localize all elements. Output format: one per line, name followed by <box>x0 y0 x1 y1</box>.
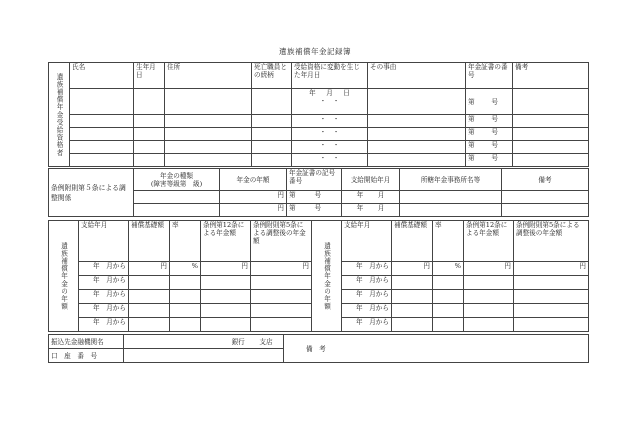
recipient-row: ・ ・ 第 号 <box>49 115 589 128</box>
adjust-header-remarks: 備考 <box>502 169 589 191</box>
bank-label: 振込先金融機関名 <box>49 335 124 349</box>
annual-header-period: 支給年月 <box>342 221 392 262</box>
recipient-row: ・ ・ 第 号 <box>49 128 589 141</box>
adjust-header-type: 年金の種類 (障害等級第 級) <box>134 169 220 191</box>
annual-header-rate: 率 <box>433 221 464 262</box>
annual-header-base: 補償基礎額 <box>129 221 170 262</box>
header-change-date: 受給資格に変動を生じた年月日 <box>292 63 368 89</box>
bank-table <box>48 334 589 363</box>
adjust-header-amount: 年金の年額 <box>220 169 287 191</box>
annual-side-label-left: 遺族補償年金の年額 <box>49 221 79 332</box>
recipients-table <box>48 62 589 167</box>
bank-name-cell: 銀行 支店 <box>124 335 284 349</box>
header-remarks: 備考 <box>513 63 589 89</box>
annual-row: 年 月から 年 月から <box>49 290 589 304</box>
annual-header-art12: 条例第12条による年金額 <box>201 221 251 262</box>
document-title: 遺族補償年金記録簿 <box>279 47 351 56</box>
annual-row: 年 月から 年 月から <box>49 304 589 318</box>
recipient-row: 年 月 日 ・ ・ 第 号 <box>49 89 589 115</box>
annual-header-adjusted: 条例附則第5条による調整後の年金額 <box>514 221 589 262</box>
annual-row: 年 月から 年 月から <box>49 318 589 332</box>
adjust-header-start: 支給開始年月 <box>342 169 400 191</box>
adjust-row: 円 第 号 年 月 <box>49 191 589 204</box>
adjust-label: 条例附則第５条による調整関係 <box>49 169 134 217</box>
annual-row: 年 月から 円 % 円 円 年 月から 円 % 円 円 <box>49 262 589 276</box>
change-date-cell: 年 月 日 ・ ・ <box>292 89 368 115</box>
header-reason: その事由 <box>368 63 466 89</box>
annual-amount-table <box>48 220 589 332</box>
bank-remarks: 備 考 <box>284 335 589 363</box>
adjust-header-cert: 年金証書の記号番号 <box>287 169 342 191</box>
header-birth: 生年月日 <box>134 63 165 89</box>
adjust-row: 円 第 号 年 月 <box>49 204 589 217</box>
recipient-row: ・ ・ 第 号 <box>49 141 589 154</box>
header-relation: 死亡職員との続柄 <box>252 63 292 89</box>
annual-side-label-right: 遺族補償年金の年額 <box>312 221 342 332</box>
header-cert-no: 年金証書の番号 <box>466 63 513 89</box>
recipients-side-label: 遺族補償年金受給資格者 <box>49 63 70 167</box>
annual-header-period: 支給年月 <box>79 221 129 262</box>
recipient-row: ・ ・ 第 号 <box>49 154 589 167</box>
annual-header-base: 補償基礎額 <box>392 221 433 262</box>
annual-header-adjusted: 条例附則第5条による調整後の年金額 <box>251 221 312 262</box>
header-address: 住所 <box>165 63 252 89</box>
adjustment-table <box>48 168 589 217</box>
header-name: 氏名 <box>70 63 134 89</box>
adjust-header-office: 所轄年金事務所名等 <box>400 169 502 191</box>
annual-header-art12: 条例第12条による年金額 <box>464 221 514 262</box>
annual-row: 年 月から 年 月から <box>49 276 589 290</box>
account-label: 口 座 番 号 <box>49 349 124 363</box>
annual-header-rate: 率 <box>170 221 201 262</box>
